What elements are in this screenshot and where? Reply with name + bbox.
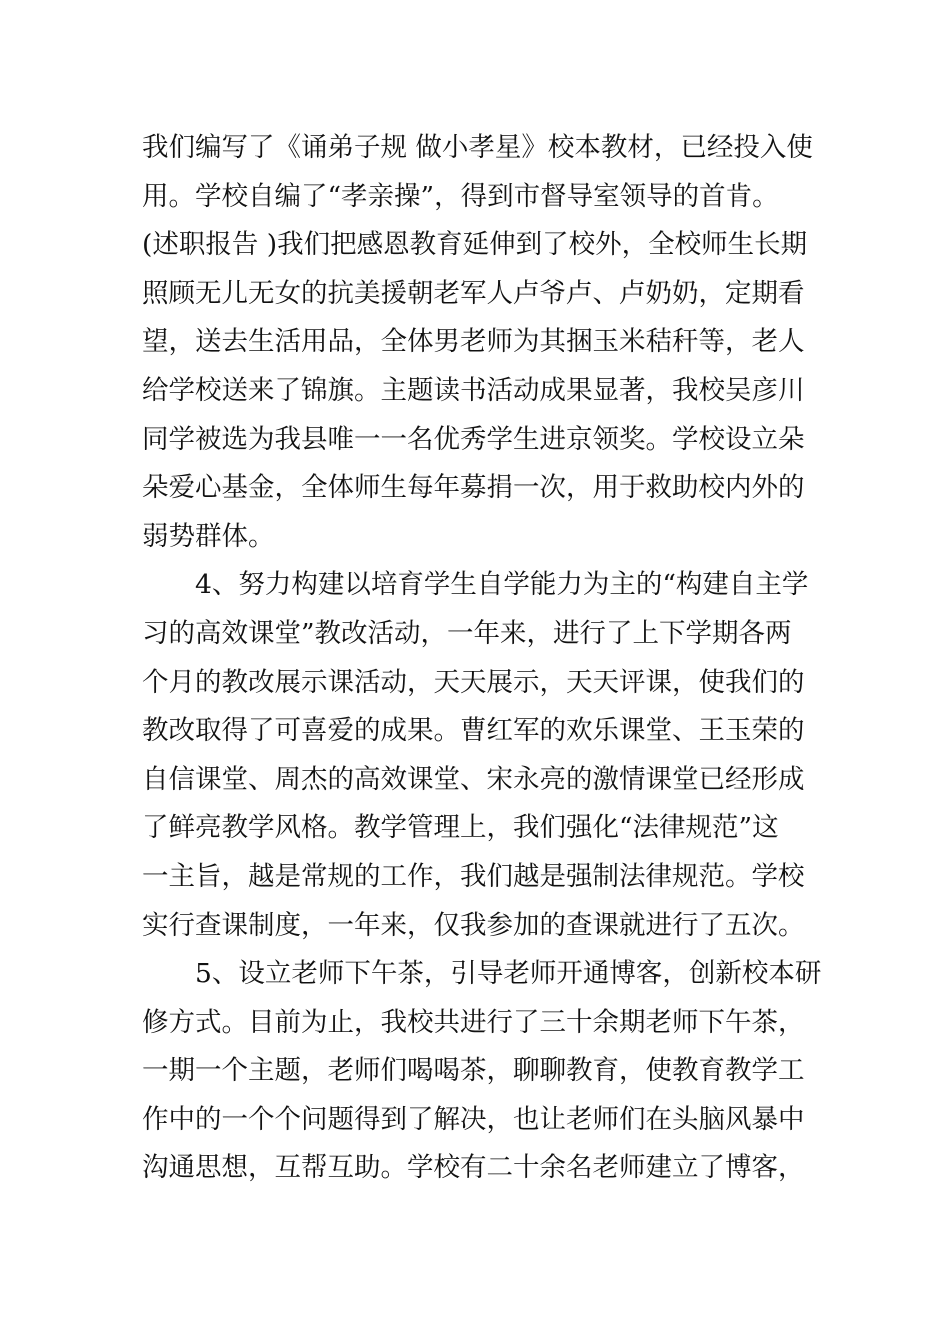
paragraph-start-line: 4、努力构建以培育学生自学能力为主的“构建自主学	[195, 569, 809, 601]
text-line: 给学校送来了锦旗。主题读书活动成果显著，我校吴彦川	[142, 374, 805, 406]
text-line: 弱势群体。	[142, 520, 275, 552]
document-body	[142, 124, 822, 1193]
text-line: 自信课堂、周杰的高效课堂、宋永亮的激情课堂已经形成	[142, 763, 805, 795]
text-line: 了鲜亮教学风格。教学管理上，我们强化“法律规范”这	[142, 812, 779, 844]
text-line: 作中的一个个问题得到了解决，也让老师们在头脑风暴中	[142, 1103, 805, 1135]
text-line: 我们编写了《诵弟子规 做小孝星》校本教材，已经投入使	[142, 132, 813, 163]
text-line: 教改取得了可喜爱的成果。曹红军的欢乐课堂、王玉荣的	[142, 715, 805, 747]
text-line: 一期一个主题，老师们喝喝茶，聊聊教育，使教育教学工	[142, 1055, 805, 1087]
paragraph-start-line: 5、设立老师下午茶，引导老师开通博客，创新校本研	[195, 958, 822, 990]
text-line: (述职报告 )我们把感恩教育延伸到了校外，全校师生长期	[142, 229, 808, 261]
text-line: 实行查课制度，一年来，仅我参加的查课就进行了五次。	[142, 909, 805, 941]
text-line: 望，送去生活用品，全体男老师为其捆玉米秸秆等，老人	[142, 326, 805, 358]
text-line: 同学被选为我县唯一一名优秀学生进京领奖。学校设立朵	[142, 423, 805, 455]
text-line: 一主旨，越是常规的工作，我们越是强制法律规范。学校	[142, 860, 805, 892]
text-line: 用。学校自编了“孝亲操”，得到市督导室领导的首肯。	[142, 180, 779, 212]
text-line: 朵爱心基金，全体师生每年募捐一次，用于救助校内外的	[142, 472, 805, 504]
text-line: 照顾无儿无女的抗美援朝老军人卢爷卢、卢奶奶，定期看	[142, 277, 805, 309]
text-line: 沟通思想，互帮互助。学校有二十余名老师建立了博客，	[142, 1152, 805, 1184]
text-line: 修方式。目前为止，我校共进行了三十余期老师下午茶，	[142, 1006, 805, 1038]
text-line: 个月的教改展示课活动，天天展示，天天评课，使我们的	[142, 666, 805, 698]
text-line: 习的高效课堂”教改活动，一年来，进行了上下学期各两	[142, 617, 792, 649]
